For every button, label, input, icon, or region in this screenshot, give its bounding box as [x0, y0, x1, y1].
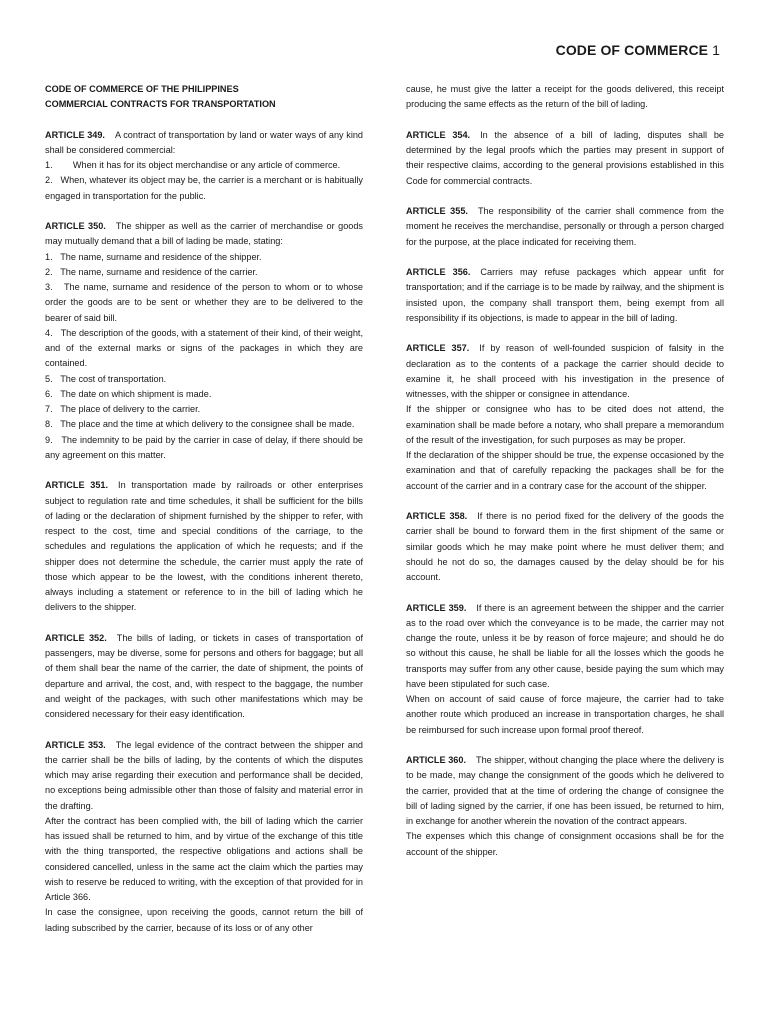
article-label: ARTICLE 357.: [406, 343, 470, 354]
article-text: When on account of said cause of force majeure, the carrier had to take another route which produced an increase in transportation charges, he shall be reimbursed for such increase upon formal proof thereof.: [406, 694, 724, 735]
article-text: 2. When, whatever its object may be, the carrier is a merchant or is habitually engaged in transportation for the public.: [45, 175, 363, 201]
article-paragraph: [406, 753, 724, 829]
article-paragraph: [45, 814, 363, 906]
article-label: ARTICLE 360.: [406, 755, 466, 765]
article-text: The bills of lading, or tickets in cases of transportation of passengers, may be diverse, some for persons and others for baggage; but all of them shall bear the name of the carrier, the date of shipment, the points of departure and arrival, the cost, and, with respect to the baggage, the number and weight of the packages, with such other manifestations which may be considered necessary for their easy identification.: [45, 632, 363, 719]
article-text: 7. The place of delivery to the carrier.: [45, 404, 201, 414]
article-block: [406, 128, 724, 189]
article-paragraph: [45, 905, 363, 936]
article-paragraph: [406, 402, 724, 448]
article-text: The legal evidence of the contract between the shipper and the carrier shall be the bills of lading, by the contents of which the disputes which may arise regarding their execution and performance shall be decided, no exceptions being admissible other than those of falsity and material error in the drafting.: [45, 739, 363, 811]
article-block: [406, 509, 724, 585]
article-block: [406, 82, 724, 113]
article-label: ARTICLE 354.: [406, 129, 471, 140]
article-paragraph: [45, 326, 363, 372]
right-column: [406, 82, 724, 875]
article-text: If the shipper or consignee who has to be cited does not attend, the examination shall be made before a notary, who shall prepare a memorandum of the result of the investigation, for such purposes as may be proper.: [406, 404, 724, 445]
article-block: [45, 128, 363, 204]
article-label: ARTICLE 359.: [406, 602, 467, 613]
article-paragraph: [406, 601, 724, 693]
article-paragraph: [45, 173, 363, 204]
article-paragraph: [45, 402, 363, 417]
article-block: [406, 601, 724, 738]
article-text: 1. The name, surname and residence of the shipper.: [45, 251, 262, 262]
article-text: A contract of transportation by land or water ways of any kind shall be considered commercial:: [45, 129, 363, 155]
article-paragraph: [45, 372, 363, 387]
article-paragraph: [45, 631, 363, 723]
header-title: CODE OF COMMERCE: [555, 42, 709, 58]
article-block: [406, 265, 724, 326]
article-paragraph: [45, 433, 363, 464]
article-paragraph: [406, 204, 724, 250]
article-text: cause, he must give the latter a receipt for the goods delivered, this receipt producing the same effects as the return of the bill of lading.: [406, 84, 724, 110]
article-text: If there is no period fixed for the delivery of the goods the carrier shall be bound to forward them in the first shipment of the same or similar goods which he may make point where he must deliver them; and should he not do so, the damages caused by the delay should be for his account.: [406, 511, 724, 582]
article-text: 1. When it has for its object merchandise or any article of commerce.: [45, 160, 341, 170]
article-text: 5. The cost of transportation.: [45, 373, 167, 384]
article-paragraph: [406, 829, 724, 860]
left-column: [45, 82, 363, 951]
article-text: Carriers may refuse packages which appear unfit for transportation; and if the carriage is to be made by railway, and the shipment is insisted upon, the company shall transport them, being exempt from all responsibility if its objections, is made to appear in the bill of lading.: [406, 267, 724, 323]
article-label: ARTICLE 356.: [406, 267, 471, 277]
article-label: ARTICLE 349.: [45, 129, 105, 140]
page-number: 1: [712, 42, 720, 58]
document-title-line-2: COMMERCIAL CONTRACTS FOR TRANSPORTATION: [45, 99, 276, 110]
article-text: 6. The date on which shipment is made.: [45, 388, 212, 399]
article-block: [406, 341, 724, 494]
article-text: The shipper, without changing the place where the delivery is to be made, may change the consignment of the goods which he delivered to the carrier, provided that at the time of ordering the change of consignee the bill of lading signed by the carrier, if one has been issued, be returned to him, in exchange for another wherein the novation of the contract appears.: [406, 755, 724, 826]
article-text: 9. The indemnity to be paid by the carrier in case of delay, if there should be any agreement on this matter.: [45, 434, 363, 460]
article-paragraph: [406, 82, 724, 113]
article-text: The shipper as well as the carrier of merchandise or goods may mutually demand that a bill of lading be made, stating:: [45, 221, 363, 247]
article-paragraph: [406, 128, 724, 189]
article-block: [406, 753, 724, 860]
article-text: The responsibility of the carrier shall commence from the moment he receives the merchandise, personally or through a person charged for the purpose, at the place indicated for receiving them.: [406, 206, 724, 247]
article-label: ARTICLE 358.: [406, 511, 468, 521]
article-paragraph: [45, 738, 363, 814]
article-label: ARTICLE 353.: [45, 739, 106, 750]
article-text: After the contract has been complied with, the bill of lading which the carrier has issued shall be returned to him, and by virtue of the exchange of this title with the thing transported, the respective obligations and actions shall be considered cancelled, unless in the same act the claim which the parties may wish to reserve be reduced to writing, with the exception of that provided for in Article 366.: [45, 815, 363, 902]
article-block: [406, 204, 724, 250]
article-text: 8. The place and the time at which delivery to the consignee shall be made.: [45, 419, 355, 430]
article-paragraph: [45, 478, 363, 615]
article-paragraph: [45, 158, 363, 173]
article-label: ARTICLE 351.: [45, 480, 109, 491]
article-block: [45, 478, 363, 615]
article-paragraph: [45, 250, 363, 265]
article-paragraph: [45, 417, 363, 432]
article-text: 3. The name, surname and residence of the person to whom or to whose order the goods are to be sent or whether they are to be delivered to the bearer of said bill.: [45, 282, 363, 323]
article-paragraph: [406, 509, 724, 585]
article-paragraph: [406, 265, 724, 326]
article-label: ARTICLE 350.: [45, 221, 106, 231]
article-text: If there is an agreement between the shipper and the carrier as to the road over which the conveyance is to be made, the carrier may not change the route, unless it be by reason of force majeure; and should he do so without this cause, he shall be liable for all the losses which the goods he transports may suffer from any other cause, beside paying the sum which may have been stipulated for such case.: [406, 602, 724, 689]
article-text: If the declaration of the shipper should be true, the expense occasioned by the examination and that of carefully repacking the packages shall be for the account of the carrier and in a contrary case for the account of the shipper.: [406, 450, 724, 491]
article-label: ARTICLE 355.: [406, 206, 468, 216]
article-text: In the absence of a bill of lading, disputes shall be determined by the legal proofs which the parties may present in support of their respective claims, according to the general provisions established in this Code for commercial contracts.: [406, 129, 724, 186]
article-paragraph: [406, 692, 724, 738]
article-paragraph: [45, 387, 363, 402]
article-text: 2. The name, surname and residence of the carrier.: [45, 266, 258, 277]
article-block: [45, 738, 363, 936]
article-paragraph: [406, 341, 724, 402]
article-text: If by reason of well-founded suspicion of falsity in the declaration as to the contents of a package the carrier should decide to examine it, he shall proceed with his investigation in the presence of witnesses, with the shipper or consignee in attendance.: [406, 343, 724, 399]
article-paragraph: [45, 219, 363, 250]
article-paragraph: [406, 448, 724, 494]
article-paragraph: [45, 128, 363, 159]
article-text: In transportation made by railroads or other enterprises subject to regulation rate and time schedules, it shall be sufficient for the bills of lading or the declaration of shipment furnished by the shipper to refer, with respect to the cost, time and special conditions of the carriage, to the schedules and regulations the application of which he requests; and if the shipper does not determine the schedule, the carrier must apply the rate of those which appear to be the lowest, with the conditions inherent thereto, always including a statement or reference to in the bill of lading which he delivers to the shipper.: [45, 480, 363, 613]
article-text: The expenses which this change of consignment occasions shall be for the account of the shipper.: [406, 831, 724, 857]
article-paragraph: [45, 265, 363, 280]
article-block: [45, 219, 363, 463]
article-label: ARTICLE 352.: [45, 632, 107, 643]
running-header: [556, 42, 720, 58]
article-paragraph: [45, 280, 363, 326]
article-text: 4. The description of the goods, with a statement of their kind, of their weight, and of the external marks or signs of the packages in which they are contained.: [45, 327, 363, 369]
document-title-line-1: CODE OF COMMERCE OF THE PHILIPPINES: [45, 84, 239, 94]
article-text: In case the consignee, upon receiving the goods, cannot return the bill of lading subscribed by the carrier, because of its loss or of any other: [45, 907, 363, 933]
article-block: [45, 631, 363, 723]
